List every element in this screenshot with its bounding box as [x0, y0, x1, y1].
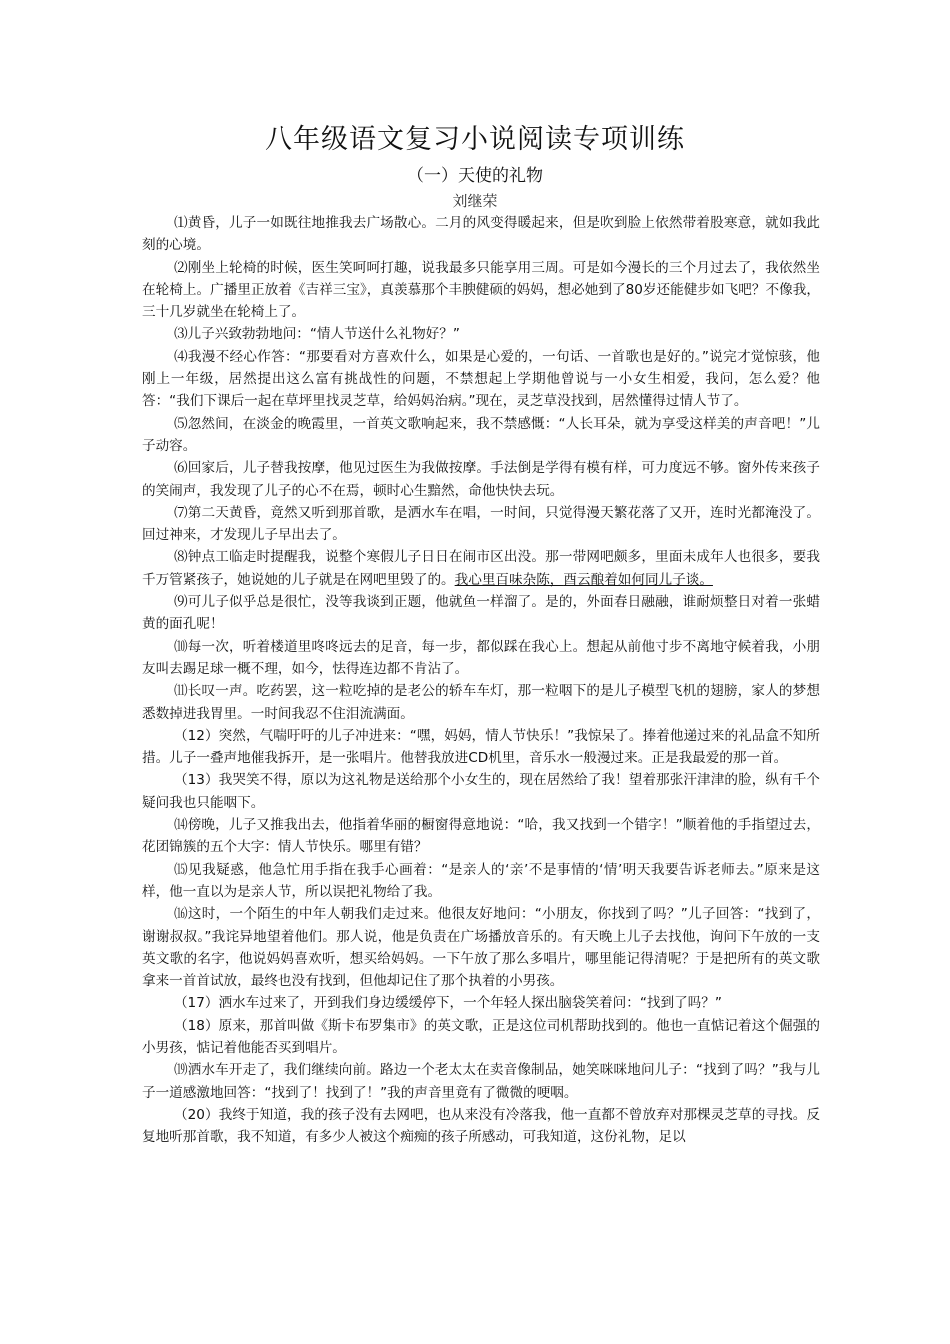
- paragraph-17: （17）洒水车过来了，开到我们身边缓缓停下，一个年轻人探出脑袋笑着问：“找到了吗？”: [173, 995, 722, 1012]
- paragraph-2: ⑵刚坐上轮椅的时候，医生笑呵呵打趣，说我最多只能享用三周。可是如今漫长的三个月过去了，我依然坐在轮椅上。广播里正放着《吉祥三宝》，真羡慕那个丰腴健硕的妈妈，想必她到了80岁还能健步如飞吧？不像我，三十几岁就坐在轮椅上了。: [142, 259, 820, 321]
- paragraph-13: （13）我哭笑不得，原以为这礼物是送给那个小女生的，现在居然给了我！望着那张汗津津的脸，纵有千个疑问我也只能咽下。: [142, 772, 820, 811]
- paragraph-6: ⑹回家后，儿子替我按摩，他见过医生为我做按摩。手法倒是学得有模有样，可力度远不够。窗外传来孩子的笑闹声，我发现了儿子的心不在焉，顿时心生黯然，命他快快去玩。: [142, 460, 820, 499]
- paragraph-20: （20）我终于知道，我的孩子没有去网吧，也从来没有冷落我，他一直都不曾放弃对那棵灵芝草的寻找。反复地听那首歌，我不知道，有多少人被这个痴痴的孩子所感动，可我知道，这份礼物，足以: [142, 1106, 820, 1146]
- paragraph-12: （12）突然，气喘吁吁的儿子冲进来：“嘿，妈妈，情人节快乐！”我惊呆了。捧着他递过来的礼品盒不知所措。儿子一叠声地催我拆开，是一张唱片。他替我放进CD机里，音乐水一般漫过来。正是我最爱的那一首。: [142, 727, 820, 767]
- underlined-phrase-2: 酉云酿着如何同儿子谈。: [563, 571, 713, 588]
- document-title: 八年级语文复习小说阅读专项训练: [265, 124, 685, 155]
- story-subtitle: （一）天使的礼物: [407, 166, 543, 186]
- paragraph-16: ⒃这时，一个陌生的中年人朝我们走过来。他很友好地问：“小朋友，你找到了吗？”儿子回答：“找到了，谢谢叔叔。”我诧异地望着他们。那人说，他是负责在广场播放音乐的。有天晚上儿子去找他，询问下午放的一支英文歌的名字，他说妈妈喜欢听，想买给妈妈。一下午放了那么多唱片，哪里能记得清呢？于是把所有的英文歌拿来一首首试放，最终也没有找到，但他却记住了那个执着的小男孩。: [142, 906, 820, 990]
- paragraph-14: ⒁傍晚，儿子又推我出去，他指着华丽的橱窗得意地说：“哈，我又找到一个错字！”顺着他的手指望过去，花团锦簇的五个大字：情人节快乐。哪里有错？: [142, 817, 820, 856]
- story-body: [142, 212, 820, 1148]
- paragraph-9: ⑼可儿子似乎总是很忙，没等我谈到正题，他就鱼一样溜了。是的，外面春日融融，谁耐烦整日对着一张蜡黄的面孔呢！: [142, 594, 820, 633]
- paragraph-7: ⑺第二天黄昏，竟然又听到那首歌，是洒水车在唱，一时间，只觉得漫天繁花落了又开，连时光都淹没了。回过神来，才发现儿子早出去了。: [142, 504, 820, 544]
- paragraph-1: ⑴黄昏，儿子一如既往地推我去广场散心。二月的风变得暖起来，但是吹到脸上依然带着股寒意，就如我此刻的心境。: [142, 215, 820, 254]
- paragraph-8-text: ⑻钟点工临走时提醒我，说整个寒假儿子日日在闹市区出没。那一带网吧颇多，里面未成年人也很多，要我千万管紧孩子，她说她的儿子就是在网吧里毁了的。: [142, 549, 820, 588]
- paragraph-18: （18）原来，那首叫做《斯卡布罗集市》的英文歌，正是这位司机帮助找到的。他也一直惦记着这个倔强的小男孩，惦记着他能否买到唱片。: [142, 1017, 820, 1056]
- paragraph-3: ⑶儿子兴致勃勃地问：“情人节送什么礼物好？”: [173, 326, 460, 343]
- paragraph-19: ⒆洒水车开走了，我们继续向前。路边一个老太太在卖音像制品，她笑咪咪地问儿子：“找到了吗？”我与儿子一道感激地回答：“找到了！找到了！”我的声音里竟有了微微的哽咽。: [142, 1062, 820, 1101]
- paragraph-8: [142, 546, 820, 591]
- paragraph-5: ⑸忽然间，在淡金的晚霞里，一首英文歌响起来，我不禁感慨：“人长耳朵，就为享受这样美的声音吧！”儿子动容。: [142, 415, 820, 454]
- paragraph-15: ⒂见我疑惑，他急忙用手指在我手心画着：“是亲人的‘亲’不是事情的‘情’明天我要告诉老师去。”原来是这样，他一直以为是亲人节，所以误把礼物给了我。: [142, 861, 820, 900]
- underlined-phrase-1: 我心里百味杂陈，: [454, 571, 564, 588]
- paragraph-4: ⑷我漫不经心作答：“那要看对方喜欢什么，如果是心爱的，一句话、一首歌也是好的。”说完才觉惊骇，他刚上一年级，居然提出这么富有挑战性的问题，不禁想起上学期他曾说与一小女生相爱，我问，怎么爱？他答：“我们下课后一起在草坪里找灵芝草，给妈妈治病。”现在，灵芝草没找到，居然懂得过情人节了。: [142, 348, 820, 410]
- paragraph-10: ⑽每一次，听着楼道里咚咚远去的足音，每一步，都似踩在我心上。想起从前他寸步不离地守候着我，小朋友叫去踢足球一概不理，如今，怯得连边都不肯沾了。: [142, 638, 820, 677]
- author-name: 刘继荣: [452, 192, 498, 210]
- paragraph-11: ⑾长叹一声。吃药罢，这一粒吃掉的是老公的轿车车灯，那一粒咽下的是儿子模型飞机的翅膀，家人的梦想悉数掉进我胃里。一时间我忍不住泪流满面。: [142, 683, 820, 722]
